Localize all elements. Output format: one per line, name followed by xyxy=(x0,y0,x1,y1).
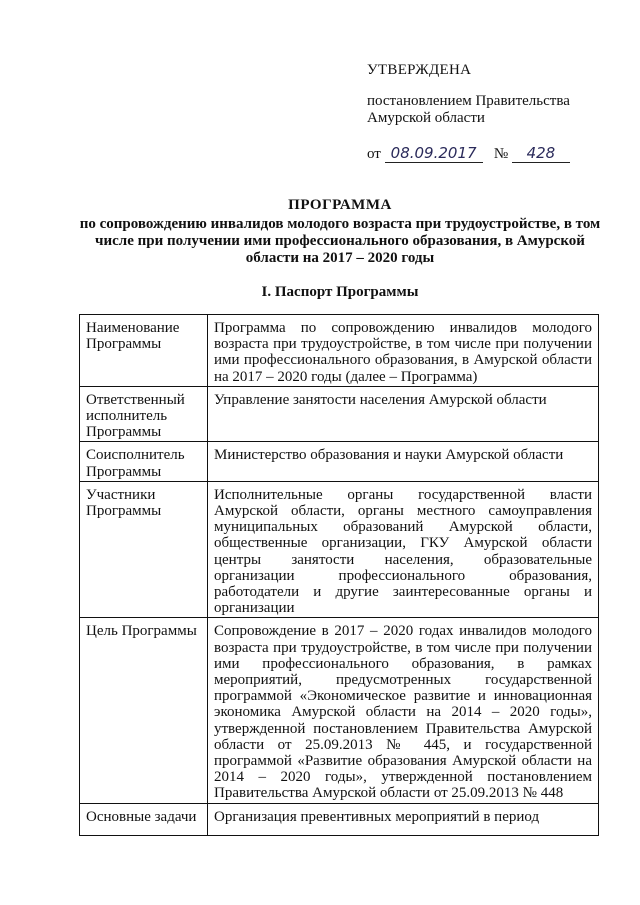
document-title: ПРОГРАММА xyxy=(288,197,392,213)
document-subtitle: по сопровождению инвалидов молодого возраста при трудоустройстве, в том числе при получении ими профессионального образования, в Амурской области на 2017 – 2020 годы xyxy=(79,216,601,266)
approval-heading: УТВЕРЖДЕНА xyxy=(367,62,472,78)
number-label: № xyxy=(493,146,509,162)
approval-date-number-row xyxy=(367,145,617,163)
row-key: Соисполнитель Программы xyxy=(80,442,208,481)
row-value: Исполнительные органы государственной власти Амурской области, органы местного самоуправления муниципальных образований Амурской области, общественные организации, ГКУ Амурской области центры занятости населения, образовательные организации профессионального образования, работодатели и другие заинтересованные органы и организации xyxy=(208,481,599,618)
table-row xyxy=(80,803,599,835)
approval-line-1: постановлением Правительства xyxy=(367,93,570,109)
handwritten-date: 08.09.2017 xyxy=(385,145,483,163)
row-value: Организация превентивных мероприятий в период xyxy=(208,803,599,835)
row-key: Цель Программы xyxy=(80,618,208,803)
handwritten-number: 428 xyxy=(512,145,570,163)
row-key: Наименование Программы xyxy=(80,315,208,387)
document-title-block xyxy=(70,197,610,267)
from-label: от xyxy=(367,146,381,162)
table-row xyxy=(80,386,599,442)
row-value: Министерство образования и науки Амурской области xyxy=(208,442,599,481)
approval-line-2: Амурской области xyxy=(367,110,485,126)
row-key: Основные задачи xyxy=(80,803,208,835)
table-row xyxy=(80,618,599,803)
row-value: Сопровождение в 2017 – 2020 годах инвалидов молодого возраста при трудоустройстве, в том числе при получении ими профессионального образования, в рамках мероприятий, предусмотренных государственной программой «Экономическое развитие и инновационная экономика Амурской области на 2014 – 2020 годы», утвержденной постановлением Правительства Амурской области от 25.09.2013 № 445, и государственной программой «Развитие образования Амурской области на 2014 – 2020 годы», утвержденной постановлением Правительства Амурской области от 25.09.2013 № 448 xyxy=(208,618,599,803)
row-value: Программа по сопровождению инвалидов молодого возраста при трудоустройстве, в том числе при получении ими профессионального образования, в Амурской области на 2017 – 2020 годы (далее – Программа) xyxy=(208,315,599,387)
passport-table xyxy=(79,314,599,836)
row-value: Управление занятости населения Амурской области xyxy=(208,386,599,442)
section-title: I. Паспорт Программы xyxy=(261,284,419,300)
table-row xyxy=(80,315,599,387)
approval-stamp xyxy=(367,62,617,163)
row-key: Участники Программы xyxy=(80,481,208,618)
table-row xyxy=(80,481,599,618)
row-key: Ответственный исполнитель Программы xyxy=(80,386,208,442)
table-row xyxy=(80,442,599,481)
